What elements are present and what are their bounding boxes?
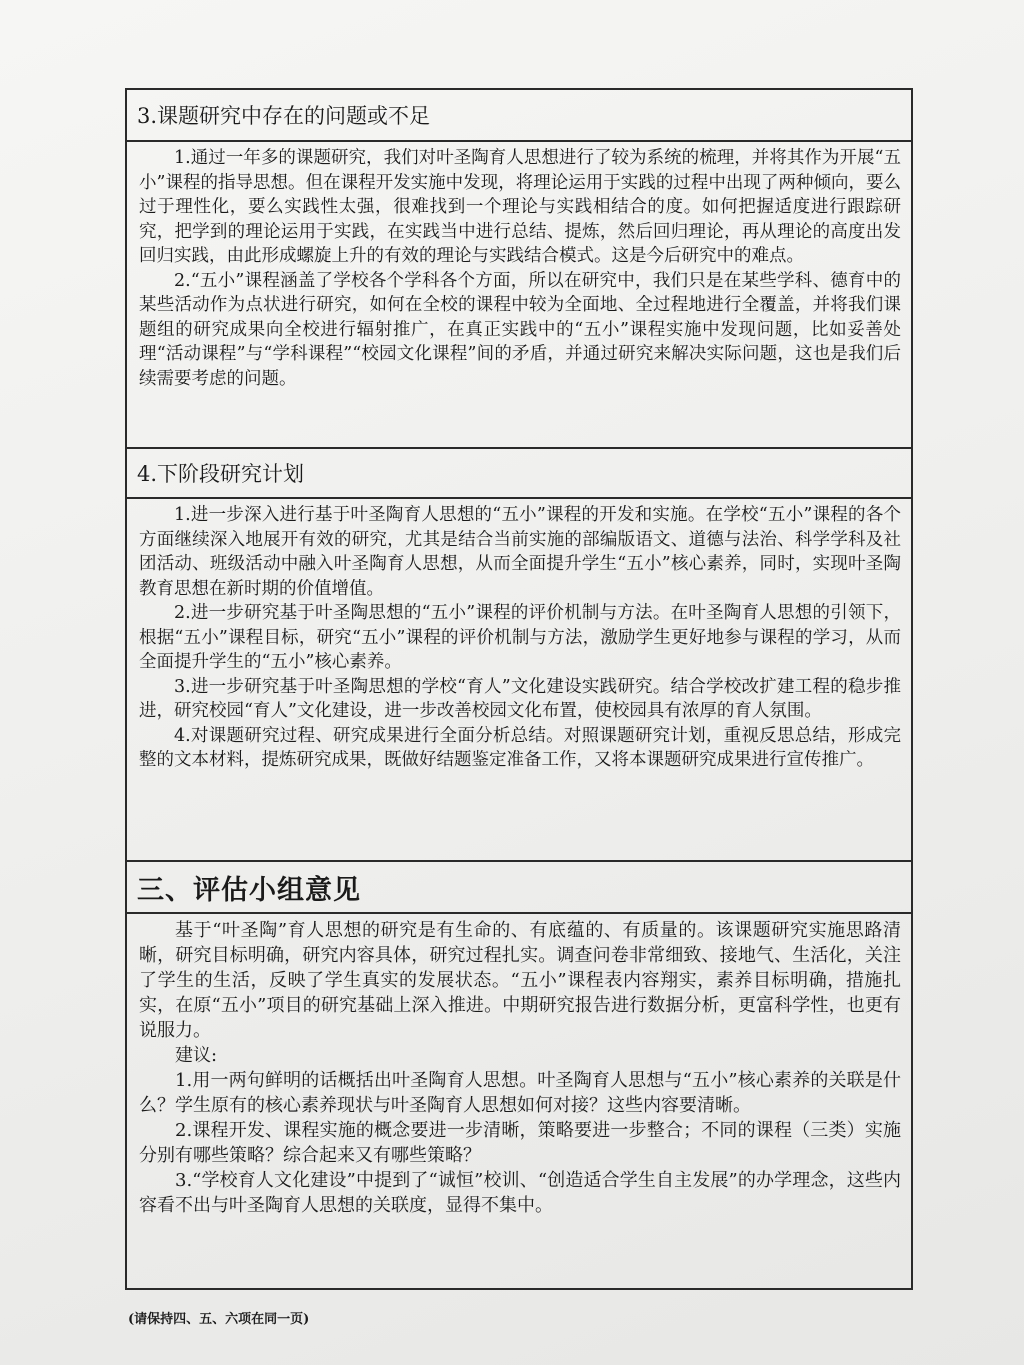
footer-note: (请保持四、五、六项在同一页)	[128, 1312, 310, 1327]
paragraph: 4.对课题研究过程、研究成果进行全面分析总结。对照课题研究计划，重视反思总结，形成完整的文本材料，提炼研究成果，既做好结题鉴定准备工作，又将本课题研究成果进行宣传推广。	[139, 725, 901, 770]
section-4-title: 4.下阶段研究计划	[137, 462, 305, 486]
paragraph: 3.“学校育人文化建设”中提到了“诚恒”校训、“创造适合学生自主发展”的办学理念，这些内容看不出与叶圣陶育人思想的关联度，显得不集中。	[139, 1170, 901, 1216]
report-table	[125, 88, 913, 1290]
section-3-body	[127, 142, 911, 449]
section-4-header	[127, 449, 911, 499]
paragraph: 1.用一两句鲜明的话概括出叶圣陶育人思想。叶圣陶育人思想与“五小”核心素养的关联是什么？学生原有的核心素养现状与叶圣陶育人思想如何对接？这些内容要清晰。	[139, 1070, 901, 1116]
section-4-body	[127, 499, 911, 862]
section-5-body	[127, 914, 911, 1290]
paragraph: 1.进一步深入进行基于叶圣陶育人思想的“五小”课程的开发和实施。在学校“五小”课程的各个方面继续深入地展开有效的研究，尤其是结合当前实施的部编版语文、道德与法治、科学学科及社团活动、班级活动中融入叶圣陶育人思想，从而全面提升学生“五小”核心素养，同时，实现叶圣陶教育思想在新时期的价值增值。	[139, 505, 901, 599]
section-5-header	[127, 862, 911, 914]
paragraph: 2.课程开发、课程实施的概念要进一步清晰，策略要进一步整合；不同的课程（三类）实施分别有哪些策略？综合起来又有哪些策略？	[139, 1120, 901, 1166]
paragraph: 基于“叶圣陶”育人思想的研究是有生命的、有底蕴的、有质量的。该课题研究实施思路清晰，研究目标明确，研究内容具体，研究过程扎实。调查问卷非常细致、接地气、生活化，关注了学生的生活，反映了学生真实的发展状态。“五小”课程表内容翔实，素养目标明确，措施扎实，在原“五小”项目的研究基础上深入推进。中期研究报告进行数据分析，更富科学性，也更有说服力。	[139, 920, 901, 1041]
section-3-title: 3.课题研究中存在的问题或不足	[137, 104, 431, 128]
paragraph: 建议:	[175, 1045, 218, 1066]
paragraph: 3.进一步研究基于叶圣陶思想的学校“育人”文化建设实践研究。结合学校改扩建工程的稳步推进，研究校园“育人”文化建设，进一步改善校园文化布置，使校园具有浓厚的育人氛围。	[139, 676, 901, 721]
paragraph: 2.“五小”课程涵盖了学校各个学科各个方面，所以在研究中，我们只是在某些学科、德育中的某些活动作为点状进行研究，如何在全校的课程中较为全面地、全过程地进行全覆盖，并将我们课题组的研究成果向全校进行辐射推广，在真正实践中的“五小”课程实施中发现问题，比如妥善处理“活动课程”与“学科课程”“校园文化课程”间的矛盾，并通过研究来解决实际问题，这也是我们后续需要考虑的问题。	[139, 270, 901, 389]
section-3-header	[127, 90, 911, 142]
paragraph: 1.通过一年多的课题研究，我们对叶圣陶育人思想进行了较为系统的梳理，并将其作为开展“五小”课程的指导思想。但在课程开发实施中发现，将理论运用于实践的过程中出现了两种倾向，要么过于理性化，要么实践性太强，很难找到一个理论与实践相结合的度。如何把握适度进行跟踪研究，把学到的理论运用于实践，在实践当中进行总结、提炼，然后回归理论，再从理论的高度出发回归实践，由此形成螺旋上升的有效的理论与实践结合模式。这是今后研究中的难点。	[139, 148, 901, 266]
section-5-title: 三、评估小组意见	[137, 874, 361, 906]
paragraph: 2.进一步研究基于叶圣陶思想的“五小”课程的评价机制与方法。在叶圣陶育人思想的引领下，根据“五小”课程目标，研究“五小”课程的评价机制与方法，激励学生更好地参与课程的学习，从而全面提升学生的“五小”核心素养。	[139, 603, 901, 672]
